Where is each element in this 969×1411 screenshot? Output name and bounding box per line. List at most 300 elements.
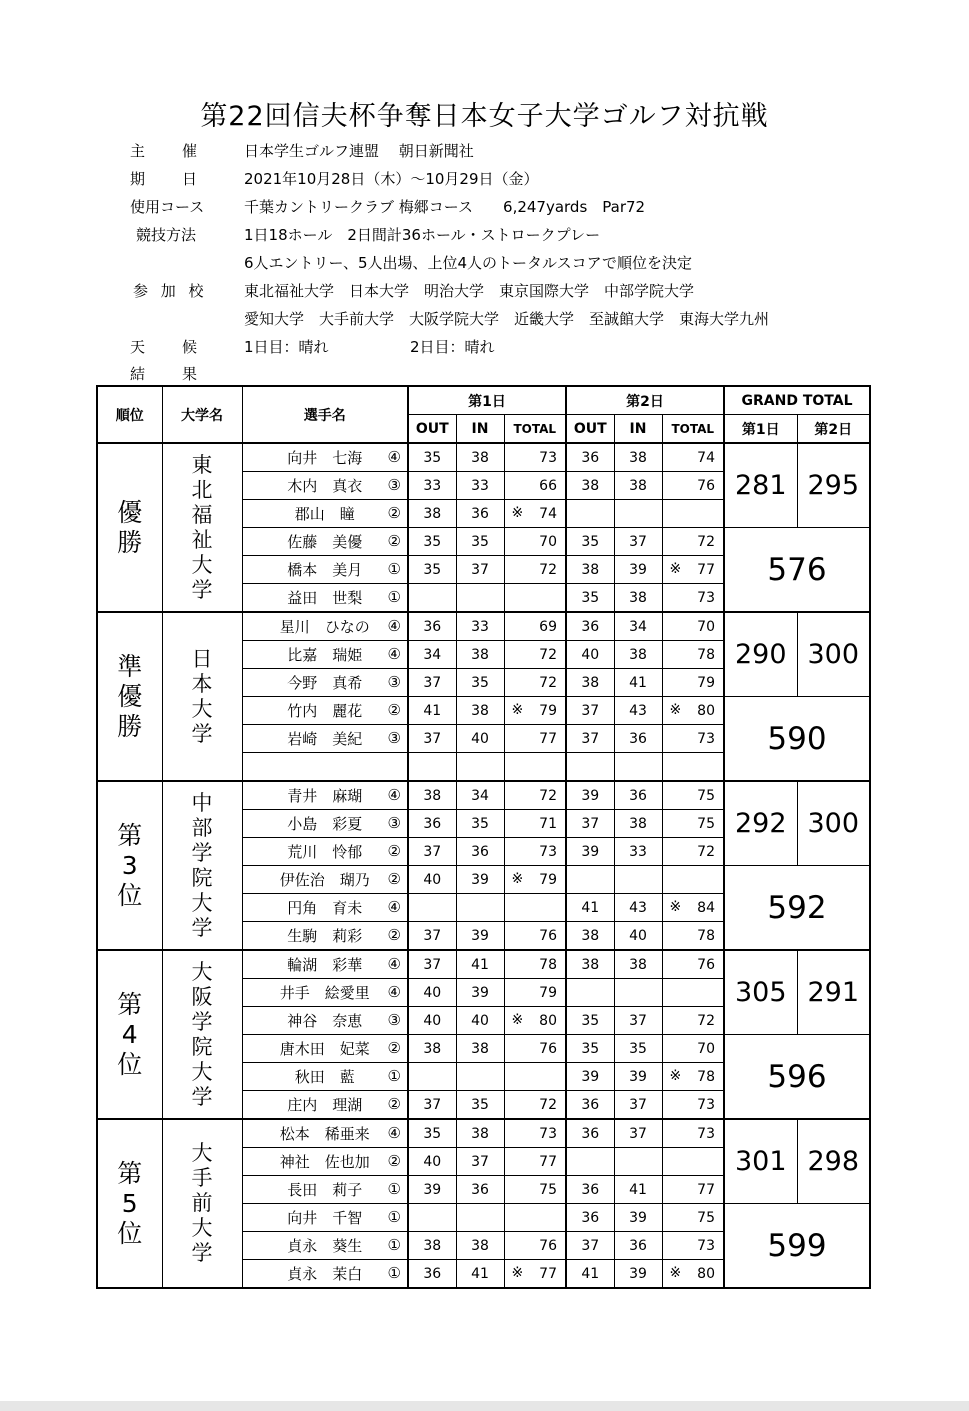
day2-total-cell [662, 612, 724, 641]
drop-score-mark: ※ [511, 1012, 524, 1028]
day1-out: 40 [408, 866, 456, 894]
day2-in: 40 [614, 922, 662, 951]
day1-in: 40 [456, 1007, 504, 1035]
day2-total: 74 [697, 449, 715, 466]
player-name-cell [242, 781, 408, 810]
player-year: ② [387, 926, 401, 944]
day2-in: 43 [614, 894, 662, 922]
day1-in: 36 [456, 838, 504, 866]
player-name-cell [242, 950, 408, 979]
player-name: 星川 ひなの [279, 618, 370, 636]
day1-in: 39 [456, 866, 504, 894]
results-body [97, 443, 870, 1288]
day1-out: 36 [408, 810, 456, 838]
day2-out [566, 500, 614, 528]
player-year: ② [387, 701, 401, 719]
day2-total-cell [662, 1035, 724, 1063]
day1-in: 38 [456, 443, 504, 472]
date-value: 2021年10月28日（木）～10月29日（金） [244, 170, 539, 188]
player-year: ② [387, 1039, 401, 1057]
day1-total: 76 [539, 1040, 557, 1057]
day1-total: 73 [539, 449, 557, 466]
day1-total-cell [504, 753, 566, 782]
player-year: ② [387, 1095, 401, 1113]
day2-total: 72 [697, 533, 715, 550]
drop-score-mark: ※ [511, 871, 524, 887]
day1-total-cell [504, 1091, 566, 1120]
day1-in: 35 [456, 810, 504, 838]
player-name-cell [242, 584, 408, 613]
day2-total: 77 [697, 561, 715, 578]
player-row [97, 950, 870, 979]
university-name: 東北福祉大学 [191, 452, 213, 602]
day2-out: 35 [566, 528, 614, 556]
day2-in: 37 [614, 1091, 662, 1120]
day1-total-cell [504, 950, 566, 979]
drop-score-mark: ※ [669, 899, 682, 915]
player-name: 神谷 奈恵 [287, 1012, 363, 1030]
day2-total: 78 [697, 646, 715, 663]
day1-total-cell [504, 641, 566, 669]
day2-out: 38 [566, 669, 614, 697]
player-name-cell [242, 866, 408, 894]
day1-total-cell [504, 866, 566, 894]
player-name: 今野 真希 [287, 674, 363, 692]
player-name-cell [242, 697, 408, 725]
drop-score-mark: ※ [511, 505, 524, 521]
player-year: ① [387, 1067, 401, 1085]
day2-out: 36 [566, 612, 614, 641]
day2-total: 84 [697, 899, 715, 916]
day2-in: 37 [614, 1119, 662, 1148]
university-name: 大手前大学 [191, 1141, 213, 1265]
gt-day1-score: 301 [724, 1119, 797, 1204]
day1-total: 72 [539, 646, 557, 663]
day2-in: 38 [614, 472, 662, 500]
day2-total-cell [662, 528, 724, 556]
day2-total-cell [662, 443, 724, 472]
day2-out: 37 [566, 1232, 614, 1260]
player-name: 木内 真衣 [287, 477, 363, 495]
day2-in: 38 [614, 641, 662, 669]
day1-in: 37 [456, 556, 504, 584]
day2-out [566, 1148, 614, 1176]
format-value-2: 6人エントリー、5人出場、上位4人のトータルスコアで順位を決定 [244, 254, 693, 272]
rank-cell [97, 1119, 162, 1288]
day1-total: 77 [539, 1153, 557, 1170]
day1-out: 40 [408, 1007, 456, 1035]
university-cell [162, 781, 242, 950]
weather-day1: 1日目：晴れ [244, 338, 329, 356]
day1-total-cell [504, 894, 566, 922]
day1-total: 73 [539, 1125, 557, 1142]
player-name-cell [242, 1063, 408, 1091]
player-name: 郡山 瞳 [294, 505, 355, 523]
day1-out [408, 1063, 456, 1091]
player-name: 井手 絵愛里 [279, 984, 370, 1002]
format-value-1: 1日18ホール 2日間計36ホール・ストロークプレー [244, 226, 601, 244]
day1-in [456, 1204, 504, 1232]
day2-total: 70 [697, 1040, 715, 1057]
player-name-cell [242, 753, 408, 782]
day1-total: 77 [539, 730, 557, 747]
day1-in: 34 [456, 781, 504, 810]
day2-total-cell [662, 1260, 724, 1289]
day2-total-cell [662, 810, 724, 838]
player-year: ③ [387, 729, 401, 747]
day1-out: 37 [408, 922, 456, 951]
gt-day2-score: 300 [797, 612, 870, 697]
day2-in: 38 [614, 443, 662, 472]
university-cell [162, 950, 242, 1119]
day1-in: 35 [456, 1091, 504, 1120]
day2-total-cell [662, 669, 724, 697]
day1-total: 74 [539, 505, 557, 522]
day2-in: 36 [614, 725, 662, 753]
day1-out: 35 [408, 556, 456, 584]
date-label: 期 日 [130, 170, 209, 188]
player-name-cell [242, 894, 408, 922]
player-name: 貞永 茉白 [287, 1265, 363, 1283]
day1-total-cell [504, 472, 566, 500]
day2-out-header: OUT [566, 415, 614, 444]
day2-total-cell [662, 725, 724, 753]
day1-in [456, 584, 504, 613]
player-name: 唐木田 妃菜 [279, 1040, 370, 1058]
player-year: ② [387, 1152, 401, 1170]
player-year: ④ [387, 955, 401, 973]
day2-in: 43 [614, 697, 662, 725]
day2-in: 38 [614, 950, 662, 979]
player-year: ③ [387, 1011, 401, 1029]
rank-label: 第3位 [117, 820, 143, 910]
day1-out: 38 [408, 500, 456, 528]
day1-out [408, 894, 456, 922]
player-name-cell [242, 810, 408, 838]
player-name-cell [242, 1176, 408, 1204]
player-year: ① [387, 560, 401, 578]
day1-total-cell [504, 922, 566, 951]
day2-in: 37 [614, 528, 662, 556]
document-title: 第22回信夫杯争奪日本女子大学ゴルフ対抗戦 [200, 101, 769, 132]
day2-total: 75 [697, 787, 715, 804]
player-name-cell [242, 1204, 408, 1232]
player-year: ④ [387, 983, 401, 1001]
schools-value-1: 東北福祉大学 日本大学 明治大学 東京国際大学 中部学院大学 [244, 282, 695, 300]
player-name-cell [242, 725, 408, 753]
day2-out: 41 [566, 1260, 614, 1289]
day1-in-header: IN [456, 415, 504, 444]
day1-out: 34 [408, 641, 456, 669]
day1-in: 33 [456, 472, 504, 500]
day2-total-cell [662, 838, 724, 866]
day1-total: 72 [539, 561, 557, 578]
day2-total: 75 [697, 1209, 715, 1226]
day1-in: 38 [456, 1232, 504, 1260]
rank-cell [97, 781, 162, 950]
player-name-cell [242, 922, 408, 951]
player-year: ③ [387, 814, 401, 832]
day2-total: 77 [697, 1181, 715, 1198]
player-name: 伊佐治 瑚乃 [279, 871, 370, 889]
day2-in: 41 [614, 669, 662, 697]
player-name: 向井 千智 [287, 1209, 363, 1227]
day1-total-cell [504, 1148, 566, 1176]
host-value: 日本学生ゴルフ連盟 朝日新聞社 [244, 142, 474, 160]
player-year: ④ [387, 1124, 401, 1142]
day2-in [614, 500, 662, 528]
day1-total-cell [504, 1232, 566, 1260]
day2-out: 37 [566, 810, 614, 838]
day1-out: 40 [408, 979, 456, 1007]
player-name: 小島 彩夏 [287, 815, 363, 833]
player-name: 益田 世梨 [287, 589, 363, 607]
result-label: 結 果 [130, 365, 209, 383]
day2-total: 72 [697, 1012, 715, 1029]
day2-total-cell [662, 1204, 724, 1232]
day1-in: 38 [456, 1035, 504, 1063]
day2-in: 36 [614, 781, 662, 810]
day2-total-cell [662, 1063, 724, 1091]
day1-total-cell [504, 1063, 566, 1091]
gt-total-score: 590 [724, 697, 870, 782]
schools-label: 参 加 校 [133, 282, 208, 300]
player-name-cell [242, 1035, 408, 1063]
gt-day1-score: 281 [724, 443, 797, 528]
gt-day2-score: 291 [797, 950, 870, 1035]
day2-header: 第2日 [566, 386, 724, 415]
day2-in: 39 [614, 556, 662, 584]
university-name: 中部学院大学 [191, 790, 213, 940]
day2-in: 41 [614, 1176, 662, 1204]
player-row [97, 443, 870, 472]
player-name: 岩崎 美紀 [287, 730, 363, 748]
player-name-cell [242, 443, 408, 472]
player-name-cell [242, 1232, 408, 1260]
day2-out [566, 979, 614, 1007]
university-cell [162, 612, 242, 781]
day2-total-cell [662, 1148, 724, 1176]
day2-out: 39 [566, 781, 614, 810]
day2-in [614, 1148, 662, 1176]
gt-total-score: 599 [724, 1204, 870, 1289]
player-name: 円角 育未 [287, 899, 363, 917]
day2-out: 37 [566, 697, 614, 725]
day2-total: 70 [697, 618, 715, 635]
player-name-cell [242, 500, 408, 528]
day2-total: 79 [697, 674, 715, 691]
day2-out: 35 [566, 1007, 614, 1035]
day2-out: 37 [566, 725, 614, 753]
day1-out [408, 584, 456, 613]
day1-out: 38 [408, 781, 456, 810]
day2-total: 73 [697, 589, 715, 606]
day1-total: 77 [539, 1265, 557, 1282]
day1-in: 38 [456, 641, 504, 669]
player-row [97, 612, 870, 641]
day1-out: 38 [408, 1035, 456, 1063]
player-name-cell [242, 1091, 408, 1120]
day1-total-cell [504, 612, 566, 641]
day2-in: 39 [614, 1204, 662, 1232]
university-name: 日本大学 [191, 646, 213, 746]
day2-total: 73 [697, 1125, 715, 1142]
day2-total-cell [662, 1232, 724, 1260]
gt-total-score: 596 [724, 1035, 870, 1120]
rank-label: 第4位 [117, 989, 143, 1079]
player-name-cell [242, 1260, 408, 1289]
player-year: ① [387, 1264, 401, 1282]
day2-out: 38 [566, 922, 614, 951]
day1-in: 39 [456, 922, 504, 951]
drop-score-mark: ※ [511, 702, 524, 718]
course-value: 千葉カントリークラブ 梅郷コース 6,247yards Par72 [244, 198, 646, 216]
player-name-cell [242, 838, 408, 866]
day1-total: 70 [539, 533, 557, 550]
day2-total-cell [662, 1119, 724, 1148]
day2-total-cell [662, 781, 724, 810]
day1-total: 66 [539, 477, 557, 494]
format-label: 競技方法 [136, 226, 197, 244]
gt-day1-header: 第1日 [724, 415, 797, 444]
day1-out: 35 [408, 1119, 456, 1148]
day1-total: 80 [539, 1012, 557, 1029]
day2-in: 38 [614, 810, 662, 838]
day2-out: 36 [566, 1204, 614, 1232]
day1-out: 37 [408, 669, 456, 697]
day1-total: 72 [539, 1096, 557, 1113]
day1-total: 71 [539, 815, 557, 832]
player-name: 秋田 藍 [294, 1068, 355, 1086]
rank-label: 第5位 [117, 1158, 143, 1248]
player-name: 生駒 莉彩 [287, 927, 363, 945]
day2-out: 36 [566, 1119, 614, 1148]
player-year: ③ [387, 476, 401, 494]
day1-total: 79 [539, 984, 557, 1001]
player-name-cell [242, 556, 408, 584]
player-year: ④ [387, 448, 401, 466]
player-year: ④ [387, 617, 401, 635]
weather-day2: 2日目：晴れ [410, 338, 495, 356]
day2-total-cell [662, 500, 724, 528]
day2-out: 38 [566, 472, 614, 500]
day1-out [408, 1204, 456, 1232]
day1-header: 第1日 [408, 386, 566, 415]
player-year: ② [387, 532, 401, 550]
day2-total-cell [662, 1007, 724, 1035]
player-name: 向井 七海 [287, 449, 363, 467]
gt-day2-score: 295 [797, 443, 870, 528]
course-label: 使用コース [130, 198, 205, 216]
day1-in: 38 [456, 1119, 504, 1148]
day2-total-cell [662, 584, 724, 613]
player-name-cell [242, 1119, 408, 1148]
day2-total: 80 [697, 1265, 715, 1282]
player-name-cell [242, 1007, 408, 1035]
player-name-cell [242, 528, 408, 556]
day1-in: 36 [456, 1176, 504, 1204]
day1-in: 38 [456, 697, 504, 725]
day1-total-cell [504, 781, 566, 810]
day2-out: 36 [566, 1176, 614, 1204]
page-bottom-edge [0, 1401, 969, 1411]
day2-total-cell [662, 922, 724, 951]
day1-total-cell [504, 697, 566, 725]
day2-out: 39 [566, 1063, 614, 1091]
day2-total: 80 [697, 702, 715, 719]
day1-out: 36 [408, 1260, 456, 1289]
day1-out: 38 [408, 1232, 456, 1260]
player-year: ② [387, 870, 401, 888]
gt-total-score: 592 [724, 866, 870, 951]
day2-in-header: IN [614, 415, 662, 444]
university-name: 大阪学院大学 [191, 959, 213, 1109]
gt-day2-header: 第2日 [797, 415, 870, 444]
day1-in: 39 [456, 979, 504, 1007]
day2-total-cell [662, 472, 724, 500]
player-row [97, 1119, 870, 1148]
rank-label: 優勝 [117, 497, 143, 557]
player-year: ③ [387, 673, 401, 691]
player-name-cell [242, 669, 408, 697]
drop-score-mark: ※ [669, 702, 682, 718]
day1-total-cell [504, 979, 566, 1007]
player-name: 貞永 葵生 [287, 1237, 363, 1255]
gt-day1-score: 305 [724, 950, 797, 1035]
day1-out: 37 [408, 950, 456, 979]
day1-total-cell [504, 1176, 566, 1204]
player-row [97, 781, 870, 810]
day1-total-cell [504, 584, 566, 613]
day2-total-cell [662, 753, 724, 782]
host-label: 主 催 [130, 142, 209, 160]
day2-total: 78 [697, 927, 715, 944]
day1-total: 72 [539, 787, 557, 804]
day2-total: 78 [697, 1068, 715, 1085]
day1-out: 36 [408, 612, 456, 641]
day1-in: 35 [456, 528, 504, 556]
day2-total-cell [662, 1091, 724, 1120]
day1-in: 40 [456, 725, 504, 753]
university-cell [162, 1119, 242, 1288]
day1-in: 35 [456, 669, 504, 697]
day1-out: 35 [408, 528, 456, 556]
day2-out: 35 [566, 584, 614, 613]
day1-total-cell [504, 556, 566, 584]
gt-day2-score: 300 [797, 781, 870, 866]
rank-cell [97, 950, 162, 1119]
day2-in [614, 866, 662, 894]
player-year: ① [387, 1180, 401, 1198]
day2-out [566, 753, 614, 782]
day1-total: 69 [539, 618, 557, 635]
day2-total-header: TOTAL [662, 415, 724, 444]
player-name: 竹内 麗花 [287, 702, 363, 720]
day1-total-cell [504, 669, 566, 697]
day2-total-cell [662, 979, 724, 1007]
day2-out: 39 [566, 838, 614, 866]
day2-in: 38 [614, 584, 662, 613]
day2-out: 35 [566, 1035, 614, 1063]
day1-out: 35 [408, 443, 456, 472]
day1-out: 41 [408, 697, 456, 725]
day1-total-cell [504, 500, 566, 528]
day1-total: 73 [539, 843, 557, 860]
gt-day1-score: 290 [724, 612, 797, 697]
gt-total-score: 576 [724, 528, 870, 613]
player-year: ④ [387, 645, 401, 663]
university-header: 大学名 [162, 386, 242, 443]
